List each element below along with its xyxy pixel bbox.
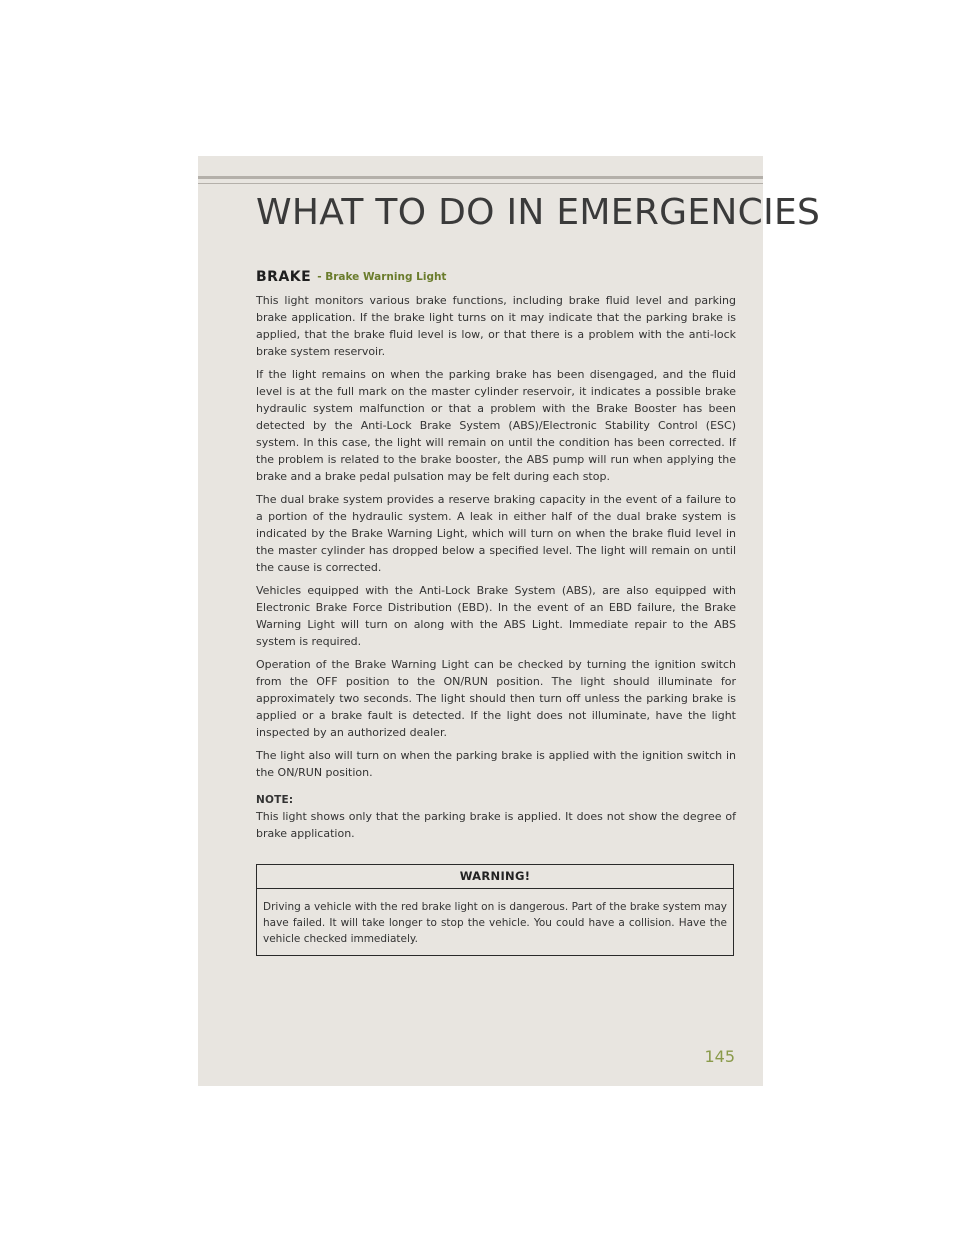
section-title: WHAT TO DO IN EMERGENCIES — [256, 192, 821, 233]
note-label: NOTE: — [256, 794, 294, 806]
header-rule-thick — [198, 176, 763, 179]
brake-warning-icon: BRAKE — [256, 269, 312, 285]
paragraph-2: If the light remains on when the parking brake has been disengaged, and the fluid level is at the full mark on the master cylinder reservoir, it indicates a possible brake hydraulic system malfunction or that a problem with the Brake Booster has been detected by the Anti-Lock Brake System (ABS)/Electronic Stability Control (ESC) system. In this case, the light will remain on until the condition has been corrected. If the problem is related to the brake booster, the ABS pump will run when applying the brake and a brake pedal pulsation may be felt during each stop. — [256, 368, 736, 483]
paragraph-6: The light also will turn on when the parking brake is applied with the ignition switch in the ON/RUN position. — [256, 749, 736, 779]
paragraph-1: This light monitors various brake functions, including brake fluid level and parking brake application. If the brake light turns on it may indicate that the parking brake is applied, that the brake fluid level is low, or that there is a problem with the anti-lock brake system reservoir. — [256, 294, 736, 358]
header-rule-thin — [198, 183, 763, 184]
brake-warning-title: - Brake Warning Light — [317, 271, 447, 283]
note-text: This light shows only that the parking brake is applied. It does not show the degree of brake application. — [256, 810, 736, 840]
paragraph-4: Vehicles equipped with the Anti-Lock Brake System (ABS), are also equipped with Electronic Brake Force Distribution (EBD). In the event of an EBD failure, the Brake Warning Light will turn on along with the ABS Light. Immediate repair to the ABS system is required. — [256, 584, 736, 648]
page-content — [256, 270, 736, 956]
warning-box — [256, 864, 734, 956]
warning-title: WARNING! — [257, 865, 733, 889]
warning-text: Driving a vehicle with the red brake light on is dangerous. Part of the brake system may have failed. It will take longer to stop the vehicle. You could have a collision. Have the vehicle checked immediately. — [263, 901, 727, 945]
paragraph-5: Operation of the Brake Warning Light can be checked by turning the ignition switch from the OFF position to the ON/RUN position. The light should illuminate for approximately two seconds. The light should then turn off unless the parking brake is applied or a brake fault is detected. If the light does not illuminate, have the light inspected by an authorized dealer. — [256, 658, 736, 739]
brake-warning-heading — [256, 270, 736, 284]
manual-page — [198, 156, 821, 1086]
paragraph-3: The dual brake system provides a reserve braking capacity in the event of a failure to a portion of the hydraulic system. A leak in either half of the dual brake system is indicated by the Brake Warning Light, which will turn on when the brake fluid level in the master cylinder has dropped below a specified level. The light will remain on until the cause is corrected. — [256, 493, 736, 574]
page-number: 145 — [704, 1047, 735, 1066]
